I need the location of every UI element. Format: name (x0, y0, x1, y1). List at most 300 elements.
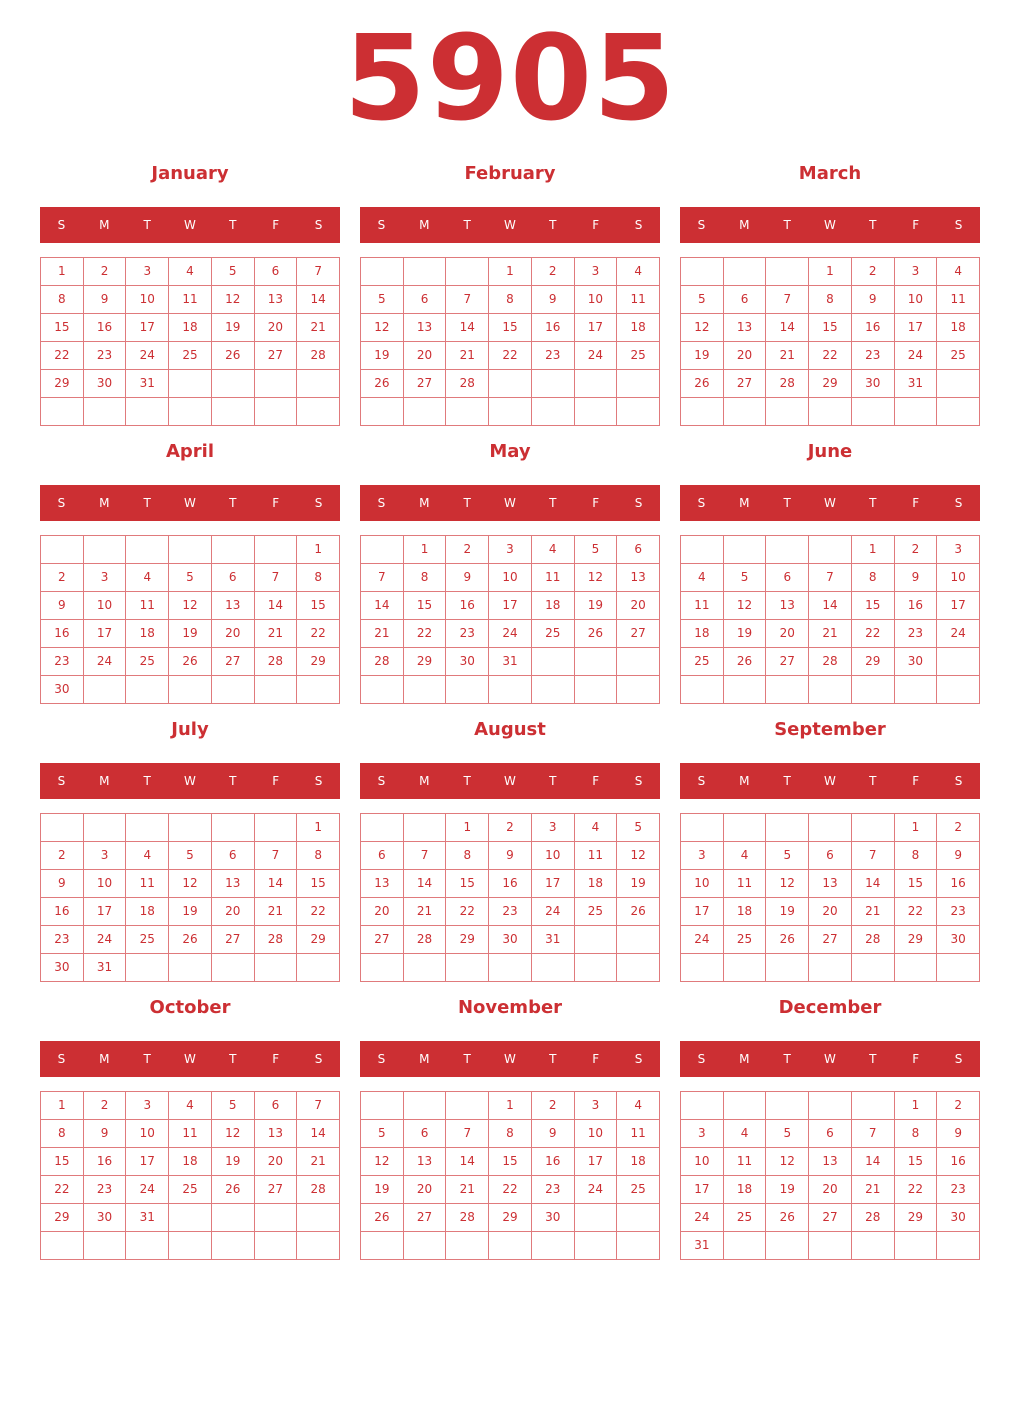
day-grid (40, 813, 340, 982)
weekday-label: T (463, 218, 471, 232)
day-cell: 26 (169, 926, 212, 954)
empty-day-cell (724, 676, 767, 704)
day-cell: 31 (895, 370, 938, 398)
day-cell: 1 (489, 1092, 532, 1120)
day-cell: 18 (169, 314, 212, 342)
day-cell: 5 (681, 286, 724, 314)
weekday-label: T (549, 218, 557, 232)
empty-day-cell (809, 398, 852, 426)
day-grid (360, 1091, 660, 1260)
day-cell: 4 (126, 564, 169, 592)
empty-day-cell (446, 398, 489, 426)
weekday-label: M (419, 774, 430, 788)
day-cell: 29 (895, 926, 938, 954)
day-cell: 3 (575, 1092, 618, 1120)
empty-day-cell (41, 1232, 84, 1260)
day-cell: 9 (446, 564, 489, 592)
empty-day-cell (937, 648, 980, 676)
day-cell: 21 (255, 898, 298, 926)
day-cell: 2 (532, 258, 575, 286)
empty-day-cell (84, 814, 127, 842)
empty-day-cell (169, 814, 212, 842)
day-cell: 1 (297, 814, 340, 842)
day-cell: 14 (446, 314, 489, 342)
weekday-header (40, 485, 340, 521)
year-title: 5905 (343, 9, 677, 147)
day-cell: 10 (84, 592, 127, 620)
day-cell: 2 (532, 1092, 575, 1120)
day-cell: 12 (766, 1148, 809, 1176)
day-cell: 6 (255, 1092, 298, 1120)
day-cell: 19 (361, 1176, 404, 1204)
empty-day-cell (852, 398, 895, 426)
month-november (360, 994, 660, 1260)
empty-day-cell (575, 1204, 618, 1232)
day-cell: 24 (532, 898, 575, 926)
weekday-label: T (143, 1052, 151, 1066)
weekday-label: M (99, 218, 110, 232)
weekday-label: W (504, 496, 516, 510)
day-cell: 20 (724, 342, 767, 370)
empty-day-cell (766, 676, 809, 704)
day-cell: 30 (937, 1204, 980, 1232)
day-cell: 19 (575, 592, 618, 620)
weekday-label: S (954, 1052, 963, 1066)
empty-day-cell (446, 676, 489, 704)
empty-day-cell (41, 536, 84, 564)
day-cell: 13 (617, 564, 660, 592)
day-cell: 11 (724, 1148, 767, 1176)
empty-day-cell (617, 954, 660, 982)
weekday-label: F (912, 218, 920, 232)
month-march (680, 160, 980, 426)
day-cell: 24 (681, 1204, 724, 1232)
day-cell: 26 (681, 370, 724, 398)
month-name: March (798, 163, 862, 184)
day-cell: 23 (84, 1176, 127, 1204)
weekday-label: F (272, 218, 280, 232)
day-cell: 17 (575, 314, 618, 342)
weekday-label: T (463, 1052, 471, 1066)
empty-day-cell (84, 676, 127, 704)
day-cell: 28 (446, 370, 489, 398)
day-cell: 6 (404, 1120, 447, 1148)
weekday-label: F (272, 1052, 280, 1066)
day-cell: 6 (809, 1120, 852, 1148)
empty-day-cell (617, 926, 660, 954)
day-cell: 13 (361, 870, 404, 898)
empty-day-cell (297, 1232, 340, 1260)
day-cell: 12 (361, 314, 404, 342)
day-cell: 26 (575, 620, 618, 648)
day-cell: 24 (84, 926, 127, 954)
day-cell: 23 (532, 342, 575, 370)
empty-day-cell (255, 676, 298, 704)
day-cell: 27 (617, 620, 660, 648)
day-cell: 5 (169, 842, 212, 870)
day-cell: 21 (852, 1176, 895, 1204)
empty-day-cell (212, 370, 255, 398)
weekday-header (360, 485, 660, 521)
empty-day-cell (84, 398, 127, 426)
day-cell: 26 (617, 898, 660, 926)
weekday-label: S (697, 496, 706, 510)
day-cell: 3 (575, 258, 618, 286)
weekday-label: S (954, 496, 963, 510)
day-cell: 15 (446, 870, 489, 898)
weekday-label: M (99, 1052, 110, 1066)
empty-day-cell (532, 370, 575, 398)
day-grid (360, 813, 660, 982)
empty-day-cell (489, 954, 532, 982)
weekday-label: T (549, 1052, 557, 1066)
weekday-label: F (592, 218, 600, 232)
day-cell: 27 (809, 1204, 852, 1232)
month-name: April (165, 441, 215, 462)
day-cell: 11 (532, 564, 575, 592)
empty-day-cell (809, 536, 852, 564)
day-cell: 8 (297, 842, 340, 870)
day-cell: 3 (895, 258, 938, 286)
day-cell: 17 (126, 314, 169, 342)
day-cell: 6 (617, 536, 660, 564)
day-cell: 17 (575, 1148, 618, 1176)
day-cell: 8 (446, 842, 489, 870)
day-cell: 7 (852, 842, 895, 870)
month-name: December (778, 997, 882, 1018)
day-cell: 2 (937, 1092, 980, 1120)
empty-day-cell (297, 398, 340, 426)
day-cell: 20 (766, 620, 809, 648)
day-cell: 19 (766, 1176, 809, 1204)
day-cell: 19 (169, 898, 212, 926)
day-cell: 16 (489, 870, 532, 898)
month-name: August (474, 719, 546, 740)
empty-day-cell (681, 954, 724, 982)
day-cell: 23 (446, 620, 489, 648)
weekday-label: T (143, 774, 151, 788)
weekday-label: T (463, 496, 471, 510)
day-cell: 10 (937, 564, 980, 592)
day-cell: 31 (489, 648, 532, 676)
day-cell: 22 (895, 898, 938, 926)
empty-day-cell (724, 1232, 767, 1260)
day-cell: 16 (937, 1148, 980, 1176)
day-cell: 24 (895, 342, 938, 370)
empty-day-cell (681, 258, 724, 286)
day-cell: 7 (255, 842, 298, 870)
day-cell: 27 (255, 1176, 298, 1204)
day-cell: 9 (532, 286, 575, 314)
weekday-header (40, 763, 340, 799)
day-cell: 14 (297, 286, 340, 314)
day-cell: 26 (724, 648, 767, 676)
day-grid (40, 257, 340, 426)
day-cell: 12 (212, 286, 255, 314)
weekday-label: S (634, 1052, 643, 1066)
day-cell: 10 (681, 1148, 724, 1176)
day-cell: 1 (297, 536, 340, 564)
empty-day-cell (404, 814, 447, 842)
day-cell: 4 (169, 258, 212, 286)
day-cell: 5 (766, 842, 809, 870)
day-cell: 20 (361, 898, 404, 926)
day-cell: 6 (212, 842, 255, 870)
weekday-label: W (184, 496, 196, 510)
empty-day-cell (895, 676, 938, 704)
empty-day-cell (446, 258, 489, 286)
day-cell: 18 (532, 592, 575, 620)
day-cell: 11 (126, 870, 169, 898)
empty-day-cell (404, 398, 447, 426)
day-cell: 29 (41, 370, 84, 398)
empty-day-cell (724, 1092, 767, 1120)
day-cell: 7 (255, 564, 298, 592)
day-cell: 1 (809, 258, 852, 286)
day-cell: 26 (169, 648, 212, 676)
weekday-label: T (549, 496, 557, 510)
empty-day-cell (681, 398, 724, 426)
day-cell: 4 (617, 258, 660, 286)
day-cell: 31 (681, 1232, 724, 1260)
day-cell: 17 (681, 898, 724, 926)
day-cell: 31 (84, 954, 127, 982)
empty-day-cell (809, 814, 852, 842)
day-cell: 28 (852, 1204, 895, 1232)
empty-day-cell (766, 536, 809, 564)
day-cell: 21 (446, 1176, 489, 1204)
weekday-label: S (697, 774, 706, 788)
day-cell: 21 (766, 342, 809, 370)
empty-day-cell (212, 676, 255, 704)
day-cell: 21 (404, 898, 447, 926)
day-cell: 14 (297, 1120, 340, 1148)
day-cell: 9 (489, 842, 532, 870)
empty-day-cell (255, 536, 298, 564)
day-cell: 4 (724, 1120, 767, 1148)
day-cell: 5 (575, 536, 618, 564)
empty-day-cell (809, 1092, 852, 1120)
weekday-label: T (869, 774, 877, 788)
day-cell: 6 (766, 564, 809, 592)
day-cell: 30 (41, 676, 84, 704)
day-cell: 25 (724, 1204, 767, 1232)
day-cell: 26 (361, 370, 404, 398)
day-cell: 9 (84, 286, 127, 314)
weekday-label: S (57, 496, 66, 510)
day-grid (360, 257, 660, 426)
weekday-label: F (912, 774, 920, 788)
day-cell: 30 (41, 954, 84, 982)
day-cell: 16 (84, 1148, 127, 1176)
day-cell: 20 (404, 1176, 447, 1204)
empty-day-cell (126, 676, 169, 704)
weekday-label: T (229, 774, 237, 788)
day-cell: 13 (809, 1148, 852, 1176)
day-cell: 2 (84, 258, 127, 286)
day-cell: 23 (852, 342, 895, 370)
day-cell: 25 (169, 1176, 212, 1204)
day-cell: 12 (361, 1148, 404, 1176)
weekday-label: S (634, 218, 643, 232)
day-cell: 4 (724, 842, 767, 870)
day-cell: 28 (297, 1176, 340, 1204)
day-cell: 8 (852, 564, 895, 592)
weekday-label: T (783, 218, 791, 232)
weekday-label: F (272, 496, 280, 510)
day-cell: 28 (766, 370, 809, 398)
day-cell: 1 (852, 536, 895, 564)
day-cell: 17 (681, 1176, 724, 1204)
day-cell: 9 (895, 564, 938, 592)
weekday-label: T (783, 496, 791, 510)
day-cell: 11 (169, 1120, 212, 1148)
day-cell: 2 (446, 536, 489, 564)
weekday-label: S (697, 1052, 706, 1066)
empty-day-cell (617, 676, 660, 704)
day-cell: 1 (446, 814, 489, 842)
empty-day-cell (766, 954, 809, 982)
weekday-header (680, 485, 980, 521)
empty-day-cell (575, 926, 618, 954)
weekday-label: T (143, 218, 151, 232)
day-cell: 1 (489, 258, 532, 286)
day-cell: 4 (169, 1092, 212, 1120)
day-cell: 4 (937, 258, 980, 286)
day-cell: 28 (446, 1204, 489, 1232)
weekday-label: S (697, 218, 706, 232)
empty-day-cell (126, 814, 169, 842)
day-cell: 10 (681, 870, 724, 898)
weekday-label: T (229, 496, 237, 510)
weekday-label: W (504, 1052, 516, 1066)
empty-day-cell (895, 1232, 938, 1260)
empty-day-cell (489, 370, 532, 398)
day-cell: 23 (895, 620, 938, 648)
day-cell: 8 (489, 286, 532, 314)
day-cell: 22 (895, 1176, 938, 1204)
day-cell: 27 (212, 926, 255, 954)
day-cell: 14 (852, 870, 895, 898)
day-cell: 25 (126, 648, 169, 676)
day-cell: 30 (852, 370, 895, 398)
day-cell: 8 (41, 286, 84, 314)
day-cell: 21 (446, 342, 489, 370)
empty-day-cell (169, 370, 212, 398)
day-cell: 1 (41, 258, 84, 286)
day-cell: 5 (766, 1120, 809, 1148)
month-name: September (774, 719, 886, 740)
empty-day-cell (212, 954, 255, 982)
day-cell: 5 (361, 1120, 404, 1148)
day-cell: 19 (169, 620, 212, 648)
day-cell: 29 (895, 1204, 938, 1232)
day-cell: 4 (617, 1092, 660, 1120)
day-cell: 1 (895, 1092, 938, 1120)
day-cell: 10 (532, 842, 575, 870)
empty-day-cell (895, 954, 938, 982)
day-cell: 25 (169, 342, 212, 370)
empty-day-cell (361, 398, 404, 426)
day-cell: 12 (169, 592, 212, 620)
weekday-header (360, 1041, 660, 1077)
empty-day-cell (169, 676, 212, 704)
weekday-label: T (549, 774, 557, 788)
empty-day-cell (766, 398, 809, 426)
day-cell: 24 (681, 926, 724, 954)
empty-day-cell (724, 398, 767, 426)
day-cell: 2 (937, 814, 980, 842)
day-cell: 16 (937, 870, 980, 898)
day-cell: 17 (126, 1148, 169, 1176)
day-cell: 5 (212, 1092, 255, 1120)
empty-day-cell (575, 398, 618, 426)
day-cell: 16 (41, 898, 84, 926)
weekday-label: T (869, 1052, 877, 1066)
month-may (360, 438, 660, 704)
empty-day-cell (766, 258, 809, 286)
weekday-label: S (377, 1052, 386, 1066)
empty-day-cell (297, 370, 340, 398)
empty-day-cell (255, 1232, 298, 1260)
day-cell: 27 (724, 370, 767, 398)
day-cell: 16 (852, 314, 895, 342)
empty-day-cell (766, 814, 809, 842)
month-february (360, 160, 660, 426)
weekday-label: F (592, 496, 600, 510)
empty-day-cell (724, 954, 767, 982)
day-cell: 30 (532, 1204, 575, 1232)
empty-day-cell (809, 676, 852, 704)
day-cell: 21 (255, 620, 298, 648)
day-cell: 6 (255, 258, 298, 286)
day-cell: 13 (255, 1120, 298, 1148)
day-cell: 17 (489, 592, 532, 620)
day-cell: 22 (809, 342, 852, 370)
day-cell: 11 (169, 286, 212, 314)
day-cell: 12 (575, 564, 618, 592)
weekday-header (40, 207, 340, 243)
day-cell: 24 (84, 648, 127, 676)
day-cell: 3 (532, 814, 575, 842)
day-cell: 21 (361, 620, 404, 648)
weekday-label: M (99, 774, 110, 788)
day-cell: 26 (212, 1176, 255, 1204)
month-name: January (151, 163, 229, 184)
day-grid (680, 1091, 980, 1260)
day-cell: 20 (212, 620, 255, 648)
empty-day-cell (404, 258, 447, 286)
day-grid (40, 535, 340, 704)
day-cell: 8 (404, 564, 447, 592)
day-cell: 13 (255, 286, 298, 314)
weekday-label: S (314, 218, 323, 232)
day-cell: 20 (404, 342, 447, 370)
weekday-label: S (377, 774, 386, 788)
month-december (680, 994, 980, 1260)
day-cell: 8 (41, 1120, 84, 1148)
day-cell: 22 (489, 342, 532, 370)
day-cell: 3 (681, 1120, 724, 1148)
empty-day-cell (852, 814, 895, 842)
day-cell: 9 (41, 870, 84, 898)
day-cell: 25 (617, 342, 660, 370)
day-cell: 26 (212, 342, 255, 370)
day-cell: 20 (255, 314, 298, 342)
day-cell: 7 (852, 1120, 895, 1148)
day-cell: 15 (297, 592, 340, 620)
day-cell: 20 (212, 898, 255, 926)
